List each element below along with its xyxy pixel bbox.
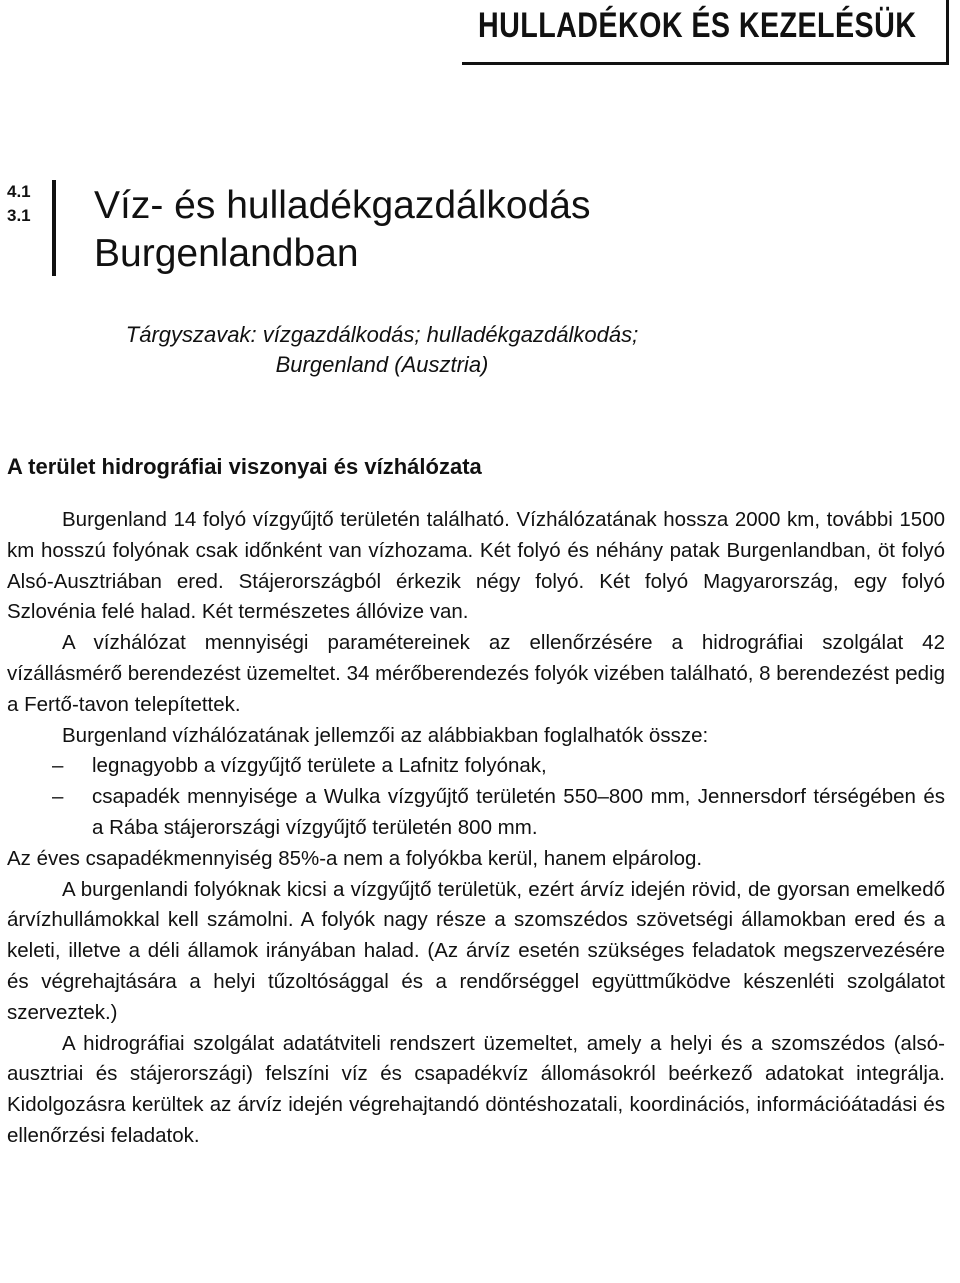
paragraph-5: A burgenlandi folyóknak kicsi a vízgyűjtő területük, ezért árvíz idején rövid, de gyorsan emelkedő árvízhullámokkal kell számolni. A folyók nagy része a szomszédos szövetségi államokban ered és a keleti, illetve a déli államok irányában halad. (Az árvíz esetén szükséges feladatok megszervezésére és végrehajtására a helyi tűzoltósággal és a rendőrséggel együttműködve készenléti szolgálatot szerveztek.) xyxy=(7,877,945,1024)
article-body xyxy=(7,505,945,1152)
section-number-1: 4.1 xyxy=(7,182,31,201)
running-header-title: HULLADÉKOK ÉS KEZELÉSÜK xyxy=(478,6,917,45)
keywords-line1: Tárgyszavak: vízgazdálkodás; hulladékgazdálkodás; xyxy=(125,322,639,347)
paragraph-2: A vízhálózat mennyiségi paramétereinek az ellenőrzésére a hidrográfiai szolgálat 42 vízállásmérő berendezést üzemeltet. 34 mérőberendezés folyók vizében található, 8 berendezést pedig a Fertő-tavon telepítettek. xyxy=(7,631,945,716)
dash-bullet: – xyxy=(52,785,64,809)
article-title xyxy=(94,182,590,278)
paragraph-3: Burgenland vízhálózatának jellemzői az alábbiakban foglalhatók össze: xyxy=(62,723,709,747)
article-title-line1: Víz- és hulladékgazdálkodás xyxy=(94,184,591,227)
section-subheading: A terület hidrográfiai viszonyai és vízhálózata xyxy=(7,454,482,479)
paragraph-4: Az éves csapadékmennyiség 85%-a nem a folyókba kerül, hanem elpárolog. xyxy=(7,846,703,870)
list-item xyxy=(7,751,945,782)
keywords-block xyxy=(62,320,702,380)
characteristics-list xyxy=(7,751,945,843)
keywords-line2: Burgenland (Ausztria) xyxy=(275,352,489,377)
list-item-text: csapadék mennyisége a Wulka vízgyűjtő területén 550–800 mm, Jennersdorf térségében és a Rába stájerországi vízgyűjtő területén 800 mm. xyxy=(92,785,945,839)
section-number-2: 3.1 xyxy=(7,206,31,225)
article-title-line2: Burgenlandban xyxy=(94,232,359,275)
list-item xyxy=(7,782,945,844)
paragraph-1: Burgenland 14 folyó vízgyűjtő területén található. Vízhálózatának hossza 2000 km, további 1500 km hosszú folyónak csak időnként van vízhozama. Két folyó és néhány patak Burgenlandban, öt folyó Alsó-Ausztriában ered. Stájerországból érkezik négy folyó. Két folyó Magyarország, egy folyó Szlovénia felé halad. Két természetes állóvize van. xyxy=(7,508,945,624)
paragraph-6: A hidrográfiai szolgálat adatátviteli rendszert üzemeltet, amely a helyi és a szomszédos (alsó-ausztriai és stájerországi) felszíni víz és csapadékvíz állomásokról beérkező adatokat integrálja. Kidolgozásra kerültek az árvíz idején végrehajtandó döntéshozatali, koordinációs, információátadási és ellenőrzési feladatok. xyxy=(7,1031,945,1147)
section-divider xyxy=(52,180,56,276)
list-item-text: legnagyobb a vízgyűjtő területe a Lafnitz folyónak, xyxy=(92,754,547,778)
dash-bullet: – xyxy=(52,754,64,778)
